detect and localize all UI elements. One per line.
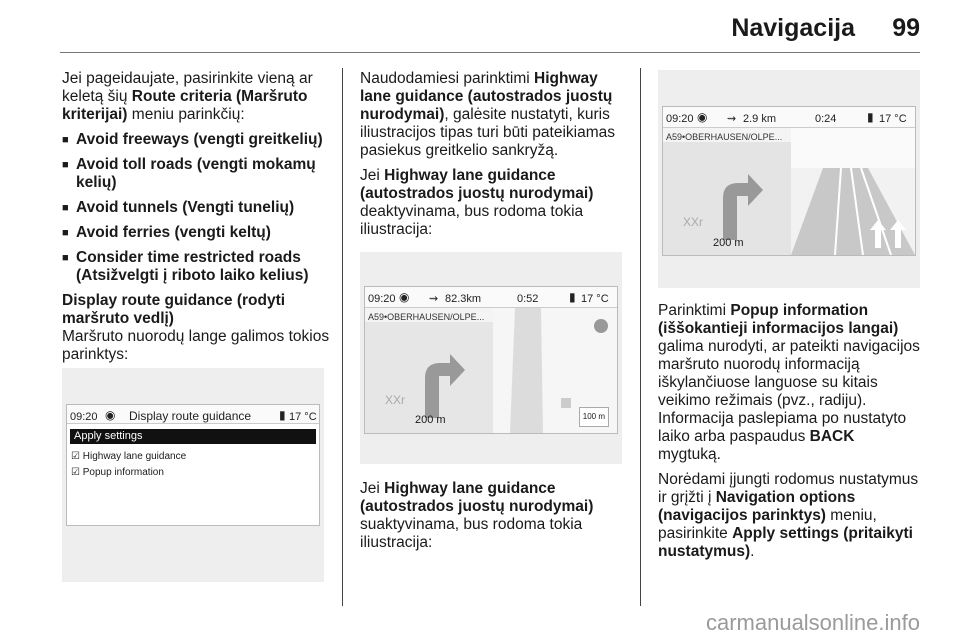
sub-text: Maršruto nuorodų lange galimos tokios parinktys: — [62, 328, 330, 363]
menu-item-popup-information[interactable]: ☑ Popup information — [71, 467, 164, 478]
lane-guidance-graphic — [663, 128, 915, 255]
eta: 0:24 — [815, 113, 837, 125]
route-criteria-term: Route criteria (Maršruto kriterijai) — [62, 88, 308, 123]
navigation-screen — [662, 106, 916, 256]
screenshot-lane-guidance-on — [658, 70, 920, 288]
paragraph: Naudodamiesi parinktimi Highway lane guidance (autostrados juostų nurodymai), galėsite nustatyti, kuris iliustracijos tipas turi būti pateikiamas pasiekus greitkelio sankryžą. — [360, 70, 615, 159]
list-item: ■ Avoid ferries (vengti keltų) — [62, 224, 330, 242]
clock: 09:20 — [666, 113, 694, 125]
text-block — [658, 302, 920, 568]
temperature: 17 °C — [289, 411, 317, 423]
distance-remaining: 82.3km — [445, 293, 482, 305]
screenshot-lane-guidance-off — [360, 252, 622, 464]
clock: 09:20 — [70, 411, 98, 423]
road-sign: A59•OBERHAUSEN/OLPE... — [365, 308, 493, 323]
column-divider — [640, 68, 641, 606]
list-item: ■ Consider time restricted roads (Atsižvelgti į riboto laiko kelius) — [62, 249, 330, 285]
column-1 — [62, 70, 330, 478]
temperature: 17 °C — [879, 113, 907, 125]
paragraph: Jei Highway lane guidance (autostrados juostų nurodymai) deaktyvinama, bus rodoma tokia iliustracija: — [360, 167, 594, 238]
screenshot-route-guidance — [62, 368, 324, 582]
display-screen — [66, 404, 320, 526]
menu-item-highway-lane-guidance[interactable]: ☑ Highway lane guidance — [71, 451, 187, 462]
checkbox-icon: ☑ — [71, 467, 80, 478]
paragraph: Norėdami įjungti rodomus nustatymus ir grįžti į Navigation options (navigacijos parinktys) meniu, pasirinkite Apply settings (pritaikyti nustatymus). — [658, 471, 919, 560]
temperature: 17 °C — [581, 293, 609, 305]
page-header — [0, 0, 960, 54]
screen-title: Display route guidance — [129, 409, 252, 423]
distance-label: 200 m — [415, 414, 446, 426]
intro-paragraph: Jei pageidaujate, pasirinkite vieną ar keletą šių Route criteria (Maršruto kriterijai) meniu parinkčių: — [62, 70, 313, 123]
column-divider — [342, 68, 343, 606]
navigation-screen — [364, 286, 618, 434]
clock: 09:20 — [368, 293, 396, 305]
thermometer-icon: ▮ — [867, 110, 874, 124]
map-scale: 100 m — [579, 407, 609, 427]
sub-heading: Display route guidance (rodyti maršruto vedlį) — [62, 292, 286, 327]
status-bar — [663, 107, 915, 128]
checkbox-icon: ☑ — [71, 451, 80, 462]
menu-item-apply-settings[interactable]: Apply settings — [70, 429, 316, 444]
watermark: carmanualsonline.info — [705, 610, 920, 635]
svg-text:XXr: XXr — [385, 393, 406, 407]
header-rule — [60, 52, 920, 53]
status-bar — [365, 287, 617, 308]
list-item: ■ Avoid freeways (vengti greitkelių) — [62, 131, 330, 149]
list-item: ■ Avoid toll roads (vengti mokamų kelių) — [62, 156, 330, 192]
svg-text:XXr: XXr — [683, 215, 704, 229]
eta: 0:52 — [517, 293, 539, 305]
list-item: ■ Avoid tunnels (Vengti tunelių) — [62, 199, 330, 217]
thermometer-icon: ▮ — [279, 408, 286, 422]
route-criteria-list — [62, 131, 330, 285]
paragraph: Jei Highway lane guidance (autostrados juostų nurodymai) suaktyvinama, bus rodoma tokia iliustracija: — [360, 480, 594, 551]
page-footer — [0, 606, 960, 642]
paragraph: Parinktimi Popup information (iššokantieji informacijos langai) galima nurodyti, ar pateikti navigacijos maršruto nuorodų informaciją iškylančiuose languose su kitais veikimo režimais (pvz., radiju). Informacija paslepiama po nustatyto laiko arba paspaudus BACK mygtuką. — [658, 302, 920, 463]
road-sign: A59•OBERHAUSEN/OLPE... — [663, 128, 791, 143]
bluetooth-icon: ◉ — [399, 290, 410, 304]
route-icon: ⇝ — [727, 113, 737, 125]
distance-label: 200 m — [713, 237, 744, 249]
column-2 — [360, 70, 630, 551]
status-bar — [67, 405, 319, 424]
page-number: 99 — [892, 14, 920, 42]
route-icon: ⇝ — [429, 293, 439, 305]
bluetooth-icon: ◉ — [697, 110, 708, 124]
thermometer-icon: ▮ — [569, 290, 576, 304]
bluetooth-icon: ◉ — [105, 408, 116, 422]
distance-remaining: 2.9 km — [743, 113, 777, 125]
sub-heading-paragraph — [62, 292, 330, 364]
page-title: Navigacija — [731, 14, 855, 42]
